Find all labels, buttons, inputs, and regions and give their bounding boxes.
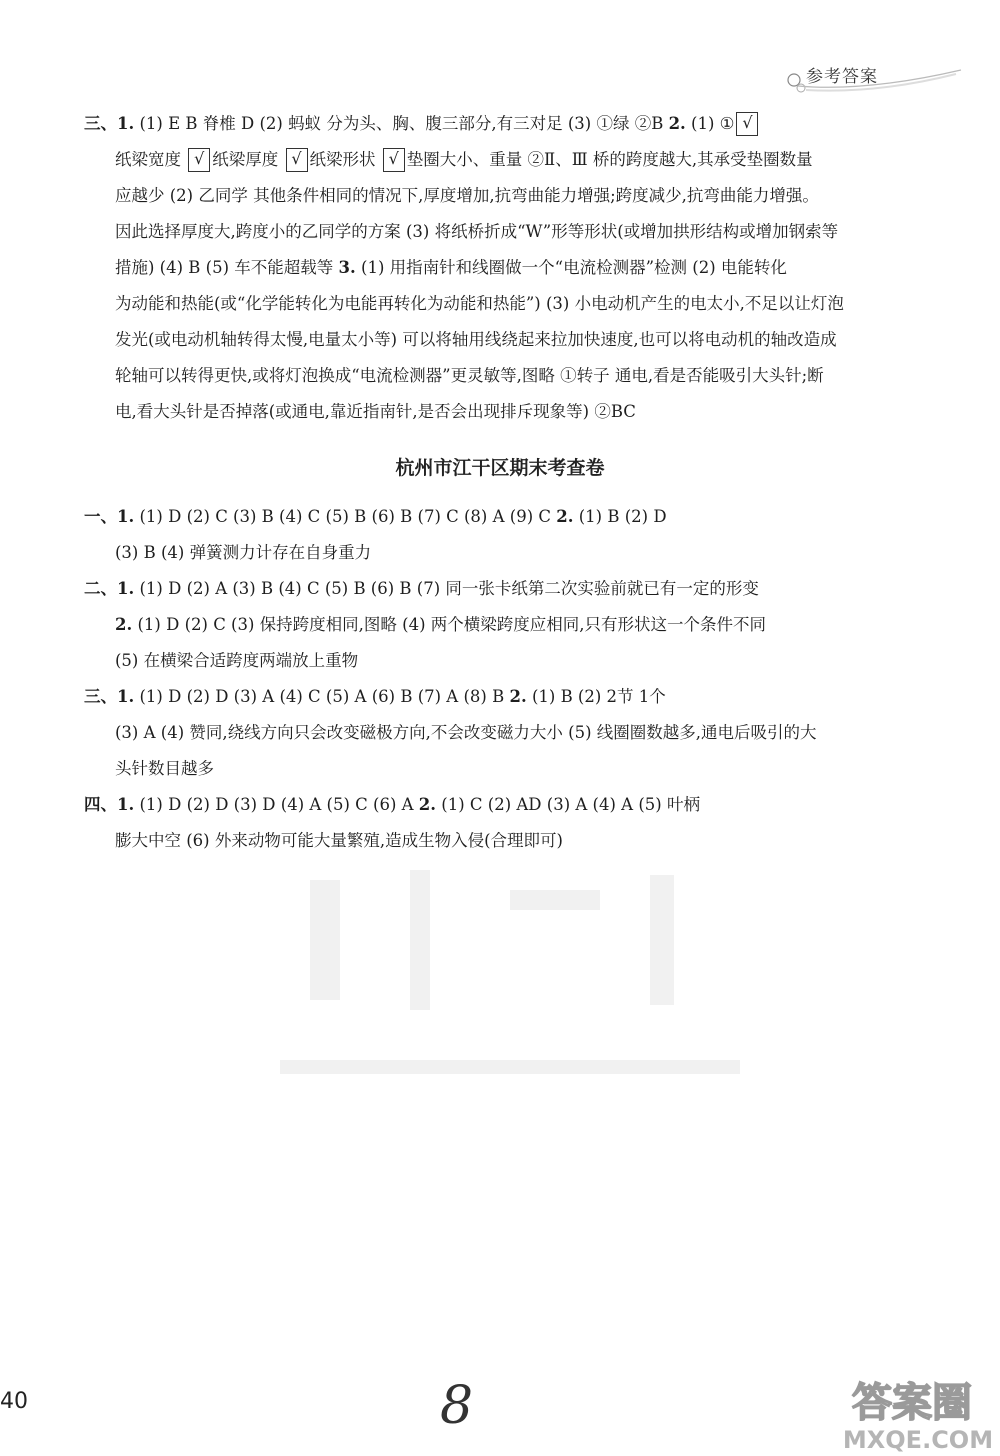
answer-text: (1) D (2) C (3) B (4) C (5) B (6) B (7) C (8) A (9) C xyxy=(134,507,557,526)
answer-text: 发光(或电动机轴转得太慢,电量太小等) 可以将轴用线绕起来拉加快速度,也可以将电动机的轴改造成 xyxy=(115,330,837,349)
answer-line xyxy=(84,643,944,679)
answer-text: 轮轴可以转得更快,或将灯泡换成“电流检测器”更灵敏等,图略 ①转子 通电,看是否能吸引大头针;断 xyxy=(115,366,824,385)
answer-text: 纸梁厚度 xyxy=(212,150,284,169)
answer-text: (1) D (2) D (3) D (4) A (5) C (6) A xyxy=(134,795,419,814)
page-number: 40 xyxy=(0,1389,28,1414)
answer-text: (3) B (4) 弹簧测力计存在自身重力 xyxy=(115,543,372,562)
question-number: 1. xyxy=(117,687,135,706)
question-number: 3. xyxy=(338,258,356,277)
checkbox-checked-icon: √ xyxy=(188,148,210,172)
answer-text: 垫圈大小、重量 ②Ⅱ、Ⅲ 桥的跨度越大,其承受垫圈数量 xyxy=(406,150,813,169)
answer-line xyxy=(84,358,944,394)
exam-title: 杭州市江干区期末考查卷 xyxy=(395,457,605,479)
question-number: 1. xyxy=(117,795,135,814)
answer-text: (1) D (2) A (3) B (4) C (5) B (6) B (7) 同一张卡纸第二次实验前就已有一定的形变 xyxy=(134,579,759,598)
checkbox-checked-icon: √ xyxy=(383,148,405,172)
answer-text: 因此选择厚度大,跨度小的乙同学的方案 (3) 将纸桥折成“W”形等形状(或增加拱形结构或增加钢索等 xyxy=(115,222,839,241)
answer-text: (1) D (2) C (3) 保持跨度相同,图略 (4) 两个横梁跨度应相同,只有形状这一个条件不同 xyxy=(132,615,767,634)
section-number: 一、 xyxy=(84,507,117,526)
answer-text: 纸梁形状 xyxy=(309,150,381,169)
answer-line xyxy=(84,571,944,607)
section-number: 三、 xyxy=(84,114,117,133)
answer-text: 头针数目越多 xyxy=(115,759,214,778)
answer-text: (1) E B 脊椎 D (2) 蚂蚁 分为头、胸、腹三部分,有三对足 (3) ①绿 ②B xyxy=(134,114,669,133)
answer-text: (1) B (2) D xyxy=(573,507,667,526)
answer-line xyxy=(84,250,944,286)
question-number: 1. xyxy=(117,507,135,526)
answer-line xyxy=(84,394,944,430)
answer-text: (5) 在横梁合适跨度两端放上重物 xyxy=(115,651,359,670)
answer-text: 为动能和热能(或“化学能转化为电能再转化为动能和热能”) (3) 小电动机产生的电太小,不足以让灯泡 xyxy=(115,294,844,313)
answer-text: (3) A (4) 赞同,绕线方向只会改变磁极方向,不会改变磁力大小 (5) 线圈圈数越多,通电后吸引的大 xyxy=(115,723,817,742)
answer-text: (1) D (2) D (3) A (4) C (5) A (6) B (7) A (8) B xyxy=(134,687,510,706)
question-number: 1. xyxy=(117,114,135,133)
section-number: 二、 xyxy=(84,579,117,598)
answer-line xyxy=(84,535,944,571)
svg-text:MXQE.COM: MXQE.COM xyxy=(842,1426,994,1454)
answer-text: (1) 用指南针和线圈做一个“电流检测器”检测 (2) 电能转化 xyxy=(355,258,787,277)
answer-text: 电,看大头针是否掉落(或通电,靠近指南针,是否会出现排斥现象等) ②BC xyxy=(115,402,636,421)
answer-line xyxy=(84,715,944,751)
answer-line xyxy=(84,214,944,250)
answer-line xyxy=(84,679,944,715)
answer-line xyxy=(84,106,944,142)
checkbox-checked-icon: √ xyxy=(286,148,308,172)
answer-line xyxy=(84,823,944,859)
header-answer-tag xyxy=(786,58,966,98)
answer-text: 纸梁宽度 xyxy=(115,150,187,169)
answer-line xyxy=(84,178,944,214)
answer-line xyxy=(84,787,944,823)
question-number: 2. xyxy=(668,114,686,133)
answer-line xyxy=(84,142,944,178)
answer-text: 膨大中空 (6) 外来动物可能大量繁殖,造成生物入侵(合理即可) xyxy=(115,831,563,850)
checkbox-checked-icon: √ xyxy=(736,112,758,136)
answer-text: (1) ① xyxy=(685,114,735,133)
answer-block-continued xyxy=(84,106,944,430)
section-number: 四、 xyxy=(84,795,117,814)
answer-block-exam xyxy=(84,499,944,859)
section-number: 三、 xyxy=(84,687,117,706)
question-number: 2. xyxy=(509,687,527,706)
answer-line xyxy=(84,499,944,535)
question-number: 2. xyxy=(418,795,437,814)
question-number: 1. xyxy=(117,579,135,598)
watermark-logo xyxy=(820,1370,1000,1456)
answer-text: (1) C (2) AD (3) A (4) A (5) 叶柄 xyxy=(436,795,700,814)
answer-line xyxy=(84,607,944,643)
svg-text:答案圈: 答案圈 xyxy=(852,1380,972,1426)
answer-text: 措施) (4) B (5) 车不能超载等 xyxy=(115,258,339,277)
handwritten-mark: 8 xyxy=(440,1376,474,1436)
answer-line xyxy=(84,286,944,322)
bleed-through-shadow xyxy=(250,860,770,1120)
question-number: 2. xyxy=(115,615,133,634)
header-label: 参考答案 xyxy=(806,67,878,87)
answer-text: (1) B (2) 2节 1个 xyxy=(526,687,666,706)
answer-line xyxy=(84,322,944,358)
answer-line xyxy=(84,751,944,787)
question-number: 2. xyxy=(556,507,574,526)
answer-text: 应越少 (2) 乙同学 其他条件相同的情况下,厚度增加,抗弯曲能力增强;跨度减少,抗弯曲能力增强。 xyxy=(115,186,819,205)
